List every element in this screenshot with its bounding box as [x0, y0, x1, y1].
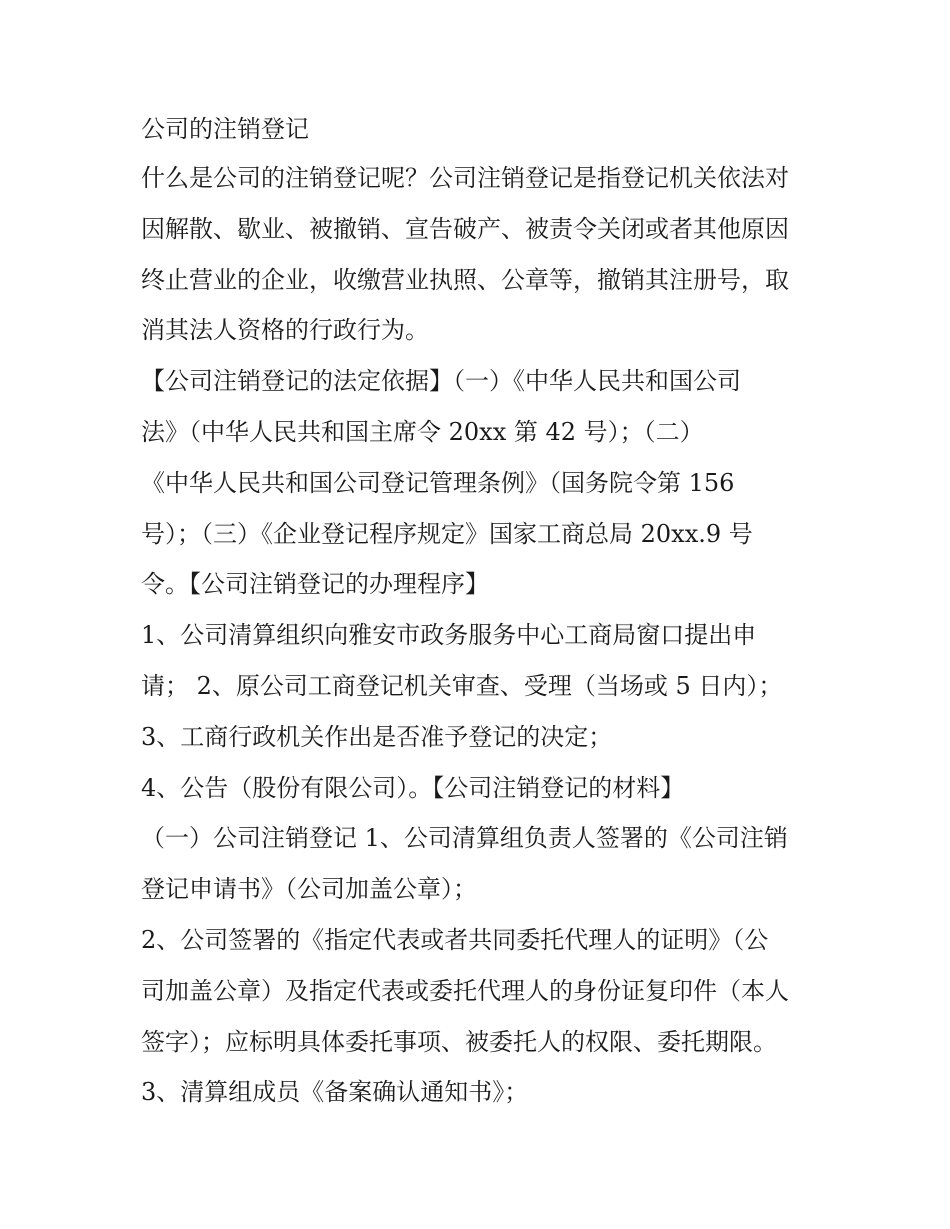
paragraph-line: 号）；（三）《企业登记程序规定》国家工商总局 20xx.9 号: [141, 519, 753, 548]
paragraph-line: 签字）；应标明具体委托事项、被委托人的权限、委托期限。: [141, 1027, 777, 1056]
paragraph-line: 【公司注销登记的法定依据】（一）《中华人民共和国公司: [141, 367, 741, 396]
paragraph-line: 终止营业的企业，收缴营业执照、公章等，撤销其注册号，取: [141, 265, 789, 294]
paragraph-line: 法》（中华人民共和国主席令 20xx 第 42 号）；（二）: [141, 417, 704, 446]
paragraph-line: 消其法人资格的行政行为。: [141, 316, 429, 345]
paragraph-line: 3、工商行政机关作出是否准予登记的决定；: [141, 722, 613, 751]
paragraph-line: 4、公告（股份有限公司）。【公司注销登记的材料】: [141, 773, 685, 802]
paragraph-line: 什么是公司的注销登记呢？公司注销登记是指登记机关依法对: [141, 164, 789, 192]
document-title: 公司的注销登记: [141, 115, 309, 143]
paragraph-line: 登记申请书》（公司加盖公章）；: [141, 875, 477, 904]
paragraph-line: 司加盖公章）及指定代表或委托代理人的身份证复印件（本人: [141, 976, 789, 1005]
paragraph-line: 1、公司清算组织向雅安市政务服务中心工商局窗口提出申: [141, 621, 757, 650]
paragraph-line: 请； 2、原公司工商登记机关审查、受理（当场或 5 日内）；: [141, 671, 783, 700]
paragraph-line: 《中华人民共和国公司登记管理条例》（国务院令第 156: [141, 468, 735, 497]
paragraph-line: （一）公司注销登记 1、公司清算组负责人签署的《公司注销: [141, 824, 788, 853]
paragraph-line: 2、公司签署的《指定代表或者共同委托代理人的证明》（公: [141, 925, 769, 954]
document-body: [141, 106, 821, 1118]
paragraph-line: 令。【公司注销登记的办理程序】: [141, 570, 489, 599]
paragraph-line: 3、清算组成员《备案确认通知书》；: [141, 1078, 529, 1107]
paragraph-line: 因解散、歇业、被撤销、宣告破产、被责令关闭或者其他原因: [141, 214, 789, 243]
